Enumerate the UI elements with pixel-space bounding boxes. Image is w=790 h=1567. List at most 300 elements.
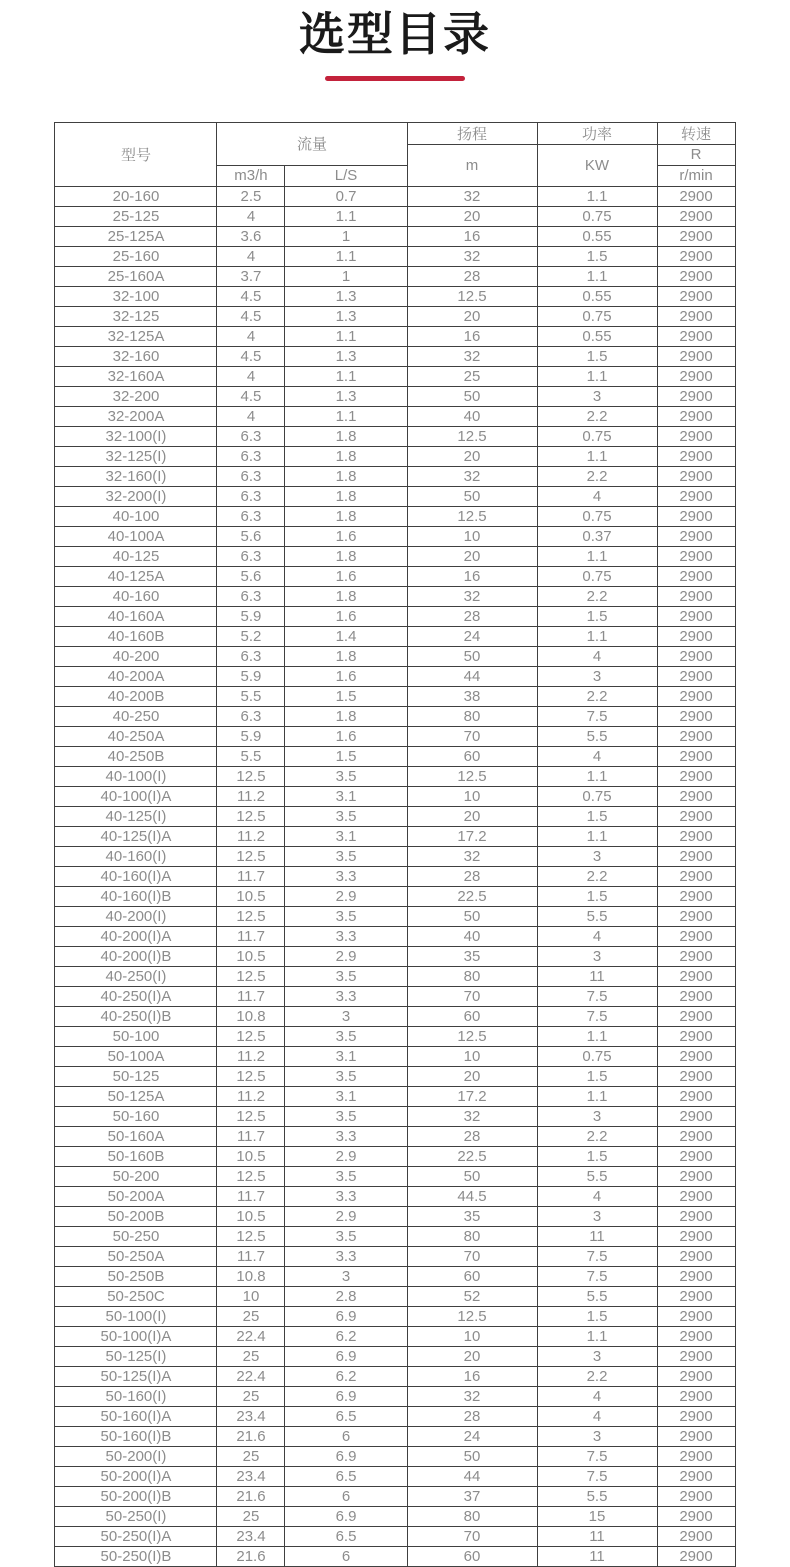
head-cell: 12.5 <box>407 1306 537 1326</box>
head-cell: 32 <box>407 586 537 606</box>
power-cell: 7.5 <box>537 986 657 1006</box>
head-cell: 60 <box>407 1006 537 1026</box>
flow-m3h-cell: 11.2 <box>217 1086 285 1106</box>
flow-m3h-cell: 6.3 <box>217 706 285 726</box>
head-cell: 32 <box>407 1106 537 1126</box>
flow-m3h-cell: 6.3 <box>217 486 285 506</box>
model-cell: 32-125A <box>55 326 217 346</box>
power-cell: 1.1 <box>537 1086 657 1106</box>
flow-m3h-cell: 4 <box>217 246 285 266</box>
table-row <box>55 1426 735 1446</box>
flow-ls-cell: 3.1 <box>285 1046 407 1066</box>
model-cell: 32-200A <box>55 406 217 426</box>
table-row <box>55 486 735 506</box>
head-cell: 28 <box>407 1406 537 1426</box>
table-row <box>55 546 735 566</box>
flow-ls-cell: 3.1 <box>285 826 407 846</box>
flow-ls-cell: 1.4 <box>285 626 407 646</box>
header-power: 功率 <box>537 122 657 144</box>
speed-cell: 2900 <box>657 946 735 966</box>
flow-ls-cell: 1.8 <box>285 466 407 486</box>
flow-m3h-cell: 5.5 <box>217 686 285 706</box>
flow-m3h-cell: 10.8 <box>217 1266 285 1286</box>
flow-ls-cell: 3.1 <box>285 786 407 806</box>
header-row-1 <box>55 122 735 144</box>
model-cell: 40-125(I) <box>55 806 217 826</box>
head-cell: 28 <box>407 1126 537 1146</box>
table-row <box>55 766 735 786</box>
head-cell: 60 <box>407 746 537 766</box>
speed-cell: 2900 <box>657 666 735 686</box>
flow-m3h-cell: 10.5 <box>217 946 285 966</box>
model-cell: 50-160A <box>55 1126 217 1146</box>
flow-ls-cell: 3.5 <box>285 906 407 926</box>
power-cell: 7.5 <box>537 1006 657 1026</box>
power-cell: 2.2 <box>537 586 657 606</box>
head-cell: 35 <box>407 1206 537 1226</box>
head-cell: 40 <box>407 406 537 426</box>
head-cell: 35 <box>407 946 537 966</box>
head-cell: 20 <box>407 1066 537 1086</box>
head-cell: 12.5 <box>407 766 537 786</box>
head-cell: 32 <box>407 346 537 366</box>
power-cell: 3 <box>537 1206 657 1226</box>
power-cell: 2.2 <box>537 866 657 886</box>
flow-m3h-cell: 6.3 <box>217 646 285 666</box>
model-cell: 40-125(I)A <box>55 826 217 846</box>
model-cell: 32-160(I) <box>55 466 217 486</box>
flow-m3h-cell: 25 <box>217 1446 285 1466</box>
head-cell: 80 <box>407 1226 537 1246</box>
power-cell: 1.1 <box>537 366 657 386</box>
head-cell: 12.5 <box>407 1026 537 1046</box>
flow-ls-cell: 3.3 <box>285 1246 407 1266</box>
flow-m3h-cell: 11.2 <box>217 826 285 846</box>
table-row <box>55 826 735 846</box>
power-cell: 2.2 <box>537 1366 657 1386</box>
flow-ls-cell: 6.9 <box>285 1306 407 1326</box>
head-cell: 12.5 <box>407 286 537 306</box>
flow-m3h-cell: 5.2 <box>217 626 285 646</box>
table-row <box>55 1006 735 1026</box>
model-cell: 32-125 <box>55 306 217 326</box>
power-cell: 7.5 <box>537 1466 657 1486</box>
model-cell: 40-100A <box>55 526 217 546</box>
flow-ls-cell: 6.9 <box>285 1446 407 1466</box>
flow-m3h-cell: 6.3 <box>217 466 285 486</box>
speed-cell: 2900 <box>657 906 735 926</box>
head-cell: 50 <box>407 486 537 506</box>
flow-m3h-cell: 5.6 <box>217 566 285 586</box>
flow-m3h-cell: 5.9 <box>217 606 285 626</box>
model-cell: 40-125 <box>55 546 217 566</box>
flow-m3h-cell: 11.7 <box>217 1246 285 1266</box>
model-cell: 50-100A <box>55 1046 217 1066</box>
speed-cell: 2900 <box>657 406 735 426</box>
speed-cell: 2900 <box>657 1206 735 1226</box>
power-cell: 1.1 <box>537 186 657 206</box>
speed-cell: 2900 <box>657 566 735 586</box>
header-model: 型号 <box>55 122 217 186</box>
speed-cell: 2900 <box>657 1246 735 1266</box>
head-cell: 40 <box>407 926 537 946</box>
header-flow-ls: L/S <box>285 165 407 186</box>
speed-cell: 2900 <box>657 1186 735 1206</box>
flow-ls-cell: 1 <box>285 226 407 246</box>
power-cell: 0.75 <box>537 786 657 806</box>
power-cell: 1.1 <box>537 826 657 846</box>
table-row <box>55 1486 735 1506</box>
power-cell: 0.55 <box>537 286 657 306</box>
power-cell: 0.75 <box>537 506 657 526</box>
power-cell: 5.5 <box>537 1166 657 1186</box>
speed-cell: 2900 <box>657 626 735 646</box>
power-cell: 0.75 <box>537 306 657 326</box>
table-row <box>55 886 735 906</box>
flow-m3h-cell: 12.5 <box>217 906 285 926</box>
speed-cell: 2900 <box>657 1266 735 1286</box>
table-row <box>55 1226 735 1246</box>
table-row <box>55 466 735 486</box>
flow-m3h-cell: 25 <box>217 1306 285 1326</box>
flow-ls-cell: 3.5 <box>285 1166 407 1186</box>
power-cell: 1.1 <box>537 266 657 286</box>
table-row <box>55 1286 735 1306</box>
speed-cell: 2900 <box>657 206 735 226</box>
table-row <box>55 1086 735 1106</box>
speed-cell: 2900 <box>657 186 735 206</box>
model-cell: 40-200(I) <box>55 906 217 926</box>
flow-ls-cell: 1.3 <box>285 286 407 306</box>
flow-ls-cell: 3.3 <box>285 986 407 1006</box>
model-cell: 20-160 <box>55 186 217 206</box>
model-cell: 40-200 <box>55 646 217 666</box>
flow-m3h-cell: 10.8 <box>217 1006 285 1026</box>
flow-m3h-cell: 11.7 <box>217 1126 285 1146</box>
page-title: 选型目录 <box>299 8 491 60</box>
flow-ls-cell: 3.5 <box>285 846 407 866</box>
table-row <box>55 866 735 886</box>
speed-cell: 2900 <box>657 1446 735 1466</box>
flow-m3h-cell: 25 <box>217 1506 285 1526</box>
power-cell: 1.5 <box>537 1146 657 1166</box>
speed-cell: 2900 <box>657 1366 735 1386</box>
head-cell: 10 <box>407 1326 537 1346</box>
model-cell: 32-125(I) <box>55 446 217 466</box>
table-row <box>55 1546 735 1566</box>
table-row <box>55 786 735 806</box>
head-cell: 44 <box>407 666 537 686</box>
flow-m3h-cell: 11.7 <box>217 926 285 946</box>
table-row <box>55 1246 735 1266</box>
flow-m3h-cell: 25 <box>217 1346 285 1366</box>
table-row <box>55 706 735 726</box>
power-cell: 11 <box>537 1226 657 1246</box>
speed-cell: 2900 <box>657 1466 735 1486</box>
table-row <box>55 266 735 286</box>
head-cell: 50 <box>407 1166 537 1186</box>
flow-ls-cell: 1.8 <box>285 706 407 726</box>
power-cell: 3 <box>537 1106 657 1126</box>
flow-m3h-cell: 4.5 <box>217 346 285 366</box>
power-cell: 5.5 <box>537 726 657 746</box>
head-cell: 16 <box>407 226 537 246</box>
flow-m3h-cell: 23.4 <box>217 1406 285 1426</box>
model-cell: 25-160 <box>55 246 217 266</box>
table-row <box>55 1366 735 1386</box>
power-cell: 7.5 <box>537 706 657 726</box>
model-cell: 50-160(I)B <box>55 1426 217 1446</box>
speed-cell: 2900 <box>657 1066 735 1086</box>
power-cell: 4 <box>537 1186 657 1206</box>
model-cell: 50-200(I)B <box>55 1486 217 1506</box>
power-cell: 4 <box>537 486 657 506</box>
head-cell: 28 <box>407 866 537 886</box>
flow-ls-cell: 0.7 <box>285 186 407 206</box>
flow-ls-cell: 1.6 <box>285 726 407 746</box>
flow-ls-cell: 1.3 <box>285 386 407 406</box>
flow-ls-cell: 6.9 <box>285 1506 407 1526</box>
table-row <box>55 1386 735 1406</box>
model-cell: 40-160(I)A <box>55 866 217 886</box>
speed-cell: 2900 <box>657 1526 735 1546</box>
model-cell: 50-250B <box>55 1266 217 1286</box>
speed-cell: 2900 <box>657 1306 735 1326</box>
model-cell: 40-100(I) <box>55 766 217 786</box>
power-cell: 0.55 <box>537 326 657 346</box>
header-speed: 转速 <box>657 122 735 144</box>
flow-ls-cell: 1 <box>285 266 407 286</box>
power-cell: 5.5 <box>537 1286 657 1306</box>
table-row <box>55 926 735 946</box>
flow-ls-cell: 6 <box>285 1426 407 1446</box>
table-row <box>55 686 735 706</box>
speed-cell: 2900 <box>657 1286 735 1306</box>
head-cell: 10 <box>407 1046 537 1066</box>
flow-m3h-cell: 10 <box>217 1286 285 1306</box>
flow-m3h-cell: 3.6 <box>217 226 285 246</box>
table-row <box>55 1266 735 1286</box>
power-cell: 4 <box>537 1406 657 1426</box>
model-cell: 50-125A <box>55 1086 217 1106</box>
model-cell: 40-200(I)A <box>55 926 217 946</box>
flow-m3h-cell: 11.7 <box>217 986 285 1006</box>
model-cell: 50-200(I)A <box>55 1466 217 1486</box>
speed-cell: 2900 <box>657 1106 735 1126</box>
flow-ls-cell: 3 <box>285 1006 407 1026</box>
head-cell: 24 <box>407 1426 537 1446</box>
flow-ls-cell: 1.8 <box>285 546 407 566</box>
table-row <box>55 606 735 626</box>
power-cell: 1.1 <box>537 446 657 466</box>
flow-m3h-cell: 11.7 <box>217 1186 285 1206</box>
flow-m3h-cell: 23.4 <box>217 1466 285 1486</box>
flow-ls-cell: 1.8 <box>285 506 407 526</box>
power-cell: 1.1 <box>537 1026 657 1046</box>
speed-cell: 2900 <box>657 286 735 306</box>
flow-m3h-cell: 10.5 <box>217 1206 285 1226</box>
speed-cell: 2900 <box>657 326 735 346</box>
head-cell: 80 <box>407 966 537 986</box>
power-cell: 2.2 <box>537 686 657 706</box>
model-cell: 40-250A <box>55 726 217 746</box>
speed-cell: 2900 <box>657 606 735 626</box>
flow-ls-cell: 1.8 <box>285 446 407 466</box>
power-cell: 7.5 <box>537 1446 657 1466</box>
table-row <box>55 286 735 306</box>
table-row <box>55 906 735 926</box>
head-cell: 17.2 <box>407 1086 537 1106</box>
power-cell: 3 <box>537 1426 657 1446</box>
power-cell: 2.2 <box>537 466 657 486</box>
head-cell: 17.2 <box>407 826 537 846</box>
head-cell: 80 <box>407 706 537 726</box>
model-cell: 50-160(I)A <box>55 1406 217 1426</box>
flow-m3h-cell: 12.5 <box>217 1226 285 1246</box>
flow-m3h-cell: 4.5 <box>217 386 285 406</box>
model-cell: 40-160(I) <box>55 846 217 866</box>
flow-m3h-cell: 12.5 <box>217 1106 285 1126</box>
flow-ls-cell: 3.3 <box>285 866 407 886</box>
model-cell: 40-160A <box>55 606 217 626</box>
flow-ls-cell: 6.2 <box>285 1326 407 1346</box>
speed-cell: 2900 <box>657 866 735 886</box>
model-cell: 32-200(I) <box>55 486 217 506</box>
power-cell: 1.1 <box>537 1326 657 1346</box>
speed-cell: 2900 <box>657 1486 735 1506</box>
flow-ls-cell: 1.3 <box>285 306 407 326</box>
flow-ls-cell: 6.9 <box>285 1346 407 1366</box>
model-cell: 40-160 <box>55 586 217 606</box>
table-body <box>55 186 735 1566</box>
flow-m3h-cell: 22.4 <box>217 1366 285 1386</box>
flow-ls-cell: 1.5 <box>285 746 407 766</box>
header-flow: 流量 <box>217 122 407 165</box>
model-cell: 50-250(I) <box>55 1506 217 1526</box>
flow-ls-cell: 3.5 <box>285 1106 407 1126</box>
head-cell: 16 <box>407 566 537 586</box>
flow-m3h-cell: 10.5 <box>217 886 285 906</box>
flow-m3h-cell: 23.4 <box>217 1526 285 1546</box>
flow-m3h-cell: 25 <box>217 1386 285 1406</box>
flow-ls-cell: 1.6 <box>285 606 407 626</box>
header-flow-m3h: m3/h <box>217 165 285 186</box>
table-row <box>55 1166 735 1186</box>
flow-ls-cell: 3.3 <box>285 1126 407 1146</box>
table-row <box>55 986 735 1006</box>
speed-cell: 2900 <box>657 1146 735 1166</box>
model-cell: 40-100 <box>55 506 217 526</box>
head-cell: 37 <box>407 1486 537 1506</box>
model-cell: 50-100 <box>55 1026 217 1046</box>
model-cell: 32-100 <box>55 286 217 306</box>
power-cell: 1.1 <box>537 626 657 646</box>
flow-ls-cell: 1.6 <box>285 666 407 686</box>
power-cell: 1.5 <box>537 346 657 366</box>
speed-cell: 2900 <box>657 226 735 246</box>
head-cell: 32 <box>407 246 537 266</box>
speed-cell: 2900 <box>657 346 735 366</box>
speed-cell: 2900 <box>657 506 735 526</box>
flow-ls-cell: 6 <box>285 1486 407 1506</box>
table-row <box>55 206 735 226</box>
speed-cell: 2900 <box>657 1506 735 1526</box>
model-cell: 32-200 <box>55 386 217 406</box>
speed-cell: 2900 <box>657 246 735 266</box>
model-cell: 40-250(I)A <box>55 986 217 1006</box>
head-cell: 70 <box>407 1246 537 1266</box>
power-cell: 1.5 <box>537 1066 657 1086</box>
power-cell: 1.5 <box>537 606 657 626</box>
table-row <box>55 1126 735 1146</box>
flow-ls-cell: 1.6 <box>285 566 407 586</box>
speed-cell: 2900 <box>657 526 735 546</box>
power-cell: 4 <box>537 1386 657 1406</box>
speed-cell: 2900 <box>657 786 735 806</box>
model-cell: 40-160(I)B <box>55 886 217 906</box>
flow-ls-cell: 3.5 <box>285 1026 407 1046</box>
flow-m3h-cell: 4 <box>217 366 285 386</box>
flow-m3h-cell: 5.9 <box>217 726 285 746</box>
flow-m3h-cell: 12.5 <box>217 966 285 986</box>
speed-cell: 2900 <box>657 546 735 566</box>
head-cell: 44 <box>407 1466 537 1486</box>
head-cell: 28 <box>407 266 537 286</box>
header-power-unit: KW <box>537 144 657 186</box>
table-row <box>55 406 735 426</box>
flow-m3h-cell: 4.5 <box>217 286 285 306</box>
speed-cell: 2900 <box>657 366 735 386</box>
flow-ls-cell: 3.3 <box>285 926 407 946</box>
speed-cell: 2900 <box>657 986 735 1006</box>
table-row <box>55 666 735 686</box>
flow-ls-cell: 1.8 <box>285 646 407 666</box>
flow-ls-cell: 6.5 <box>285 1466 407 1486</box>
table-row <box>55 586 735 606</box>
head-cell: 44.5 <box>407 1186 537 1206</box>
header-speed-r: R <box>657 144 735 165</box>
model-cell: 50-160(I) <box>55 1386 217 1406</box>
flow-m3h-cell: 11.7 <box>217 866 285 886</box>
head-cell: 20 <box>407 546 537 566</box>
power-cell: 2.2 <box>537 406 657 426</box>
flow-m3h-cell: 5.5 <box>217 746 285 766</box>
flow-ls-cell: 1.1 <box>285 326 407 346</box>
power-cell: 2.2 <box>537 1126 657 1146</box>
table-row <box>55 1106 735 1126</box>
speed-cell: 2900 <box>657 806 735 826</box>
head-cell: 10 <box>407 526 537 546</box>
power-cell: 4 <box>537 926 657 946</box>
speed-cell: 2900 <box>657 846 735 866</box>
flow-m3h-cell: 6.3 <box>217 426 285 446</box>
speed-cell: 2900 <box>657 1546 735 1566</box>
head-cell: 50 <box>407 1446 537 1466</box>
speed-cell: 2900 <box>657 1086 735 1106</box>
head-cell: 32 <box>407 186 537 206</box>
head-cell: 16 <box>407 326 537 346</box>
flow-m3h-cell: 21.6 <box>217 1426 285 1446</box>
model-cell: 40-200A <box>55 666 217 686</box>
speed-cell: 2900 <box>657 886 735 906</box>
flow-ls-cell: 6.2 <box>285 1366 407 1386</box>
model-cell: 50-250A <box>55 1246 217 1266</box>
power-cell: 11 <box>537 1526 657 1546</box>
flow-ls-cell: 1.1 <box>285 246 407 266</box>
speed-cell: 2900 <box>657 646 735 666</box>
flow-ls-cell: 3.5 <box>285 1066 407 1086</box>
speed-cell: 2900 <box>657 706 735 726</box>
